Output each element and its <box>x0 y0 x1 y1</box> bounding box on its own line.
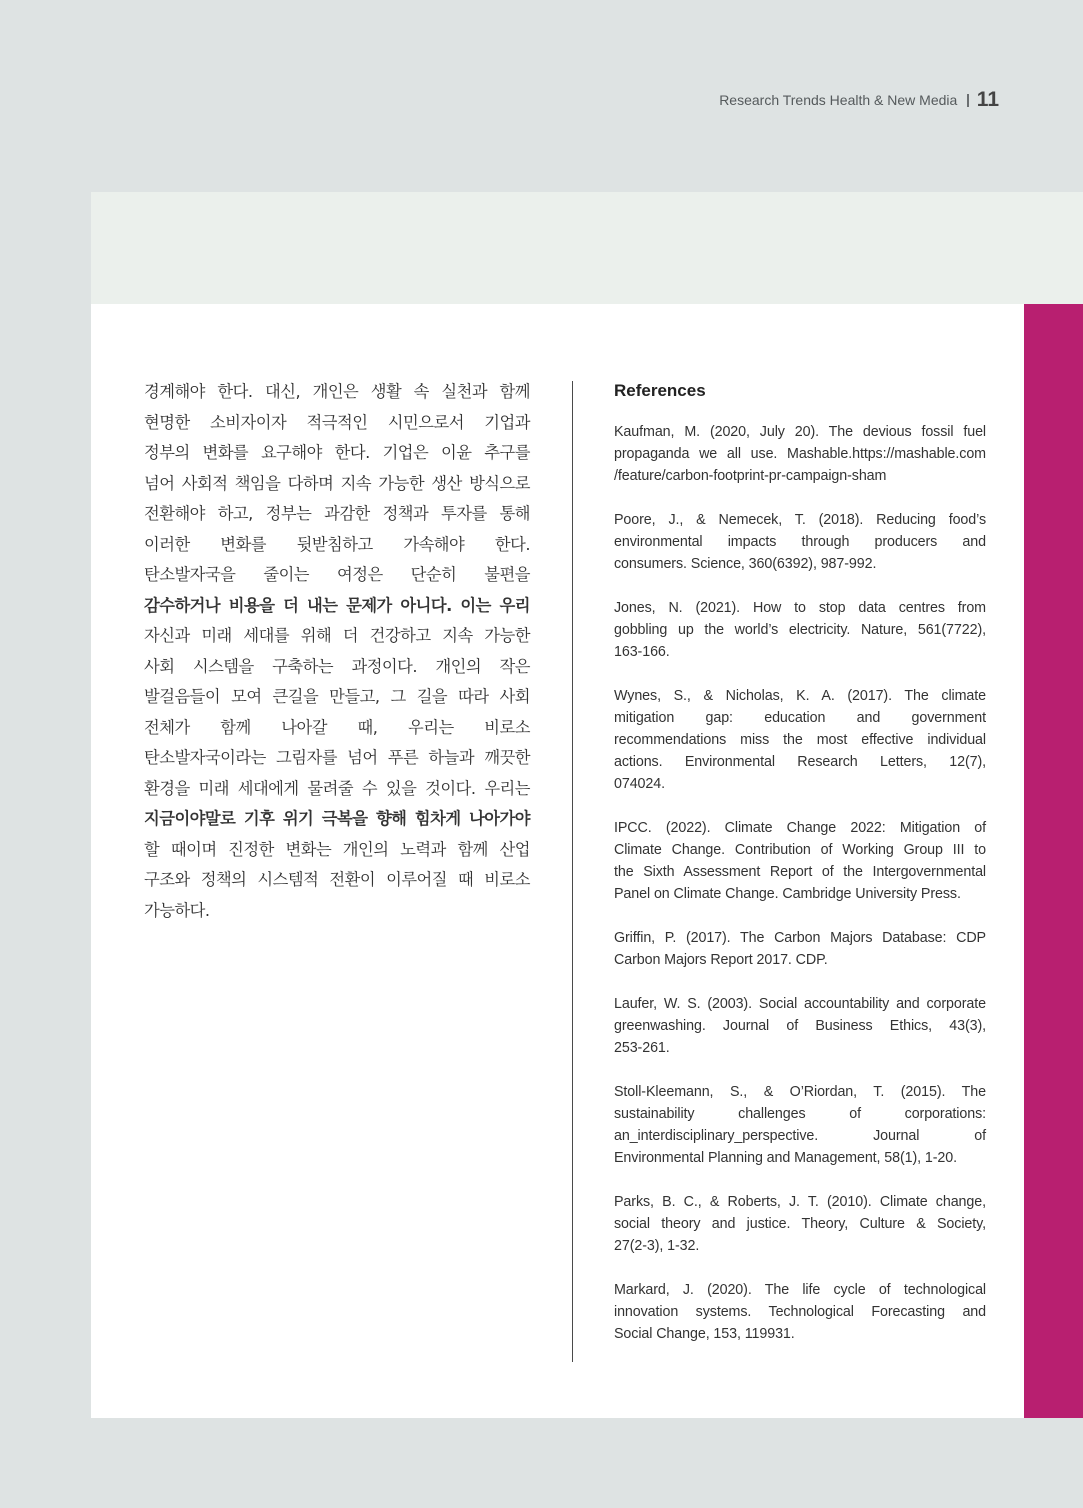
reference-line: Kaufman, M. (2020, July 20). The devious fossil fuel <box>614 424 986 440</box>
running-header <box>719 88 999 112</box>
body-line: 사회 시스템을 구축하는 과정이다. 개인의 작은 <box>144 656 530 676</box>
reference-entry <box>614 927 986 971</box>
references-section <box>614 380 986 1367</box>
reference-line: Social Change, 153, 119931. <box>614 1326 795 1342</box>
reference-entry <box>614 993 986 1059</box>
reference-entry <box>614 1279 986 1345</box>
reference-line: actions. Environmental Research Letters, 12(7), <box>614 754 986 770</box>
header-separator <box>967 94 969 107</box>
reference-line: mitigation gap: education and government <box>614 710 986 726</box>
body-line: 할 때이며 진정한 변화는 개인의 노력과 함께 산업 <box>144 839 530 859</box>
reference-line: environmental impacts through producers and <box>614 534 986 550</box>
reference-entry <box>614 685 986 795</box>
references-list <box>614 421 986 1345</box>
reference-line: an_interdisciplinary_perspective. Journal of <box>614 1128 986 1144</box>
reference-line: Panel on Climate Change. Cambridge University Press. <box>614 886 961 902</box>
reference-line: Carbon Majors Report 2017. CDP. <box>614 952 828 968</box>
reference-line: sustainability challenges of corporations: <box>614 1106 986 1122</box>
reference-line: Markard, J. (2020). The life cycle of technological <box>614 1282 986 1298</box>
reference-line: IPCC. (2022). Climate Change 2022: Mitigation of <box>614 820 986 836</box>
reference-line: Environmental Planning and Management, 58(1), 1-20. <box>614 1150 958 1166</box>
body-line: 전환해야 하고, 정부는 과감한 정책과 투자를 통해 <box>144 504 530 523</box>
reference-entry <box>614 421 986 487</box>
accent-bar <box>1024 304 1083 1418</box>
reference-line: consumers. Science, 360(6392), 987-992. <box>614 556 877 572</box>
body-line-bold: 지금이야말로 기후 위기 극복을 향해 힘차게 나아가야 <box>144 809 530 828</box>
body-line: 경계해야 한다. 대신, 개인은 생활 속 실천과 함께 <box>144 382 530 401</box>
reference-line: innovation systems. Technological Forecasting and <box>614 1304 986 1320</box>
reference-line: gobbling up the world’s electricity. Nature, 561(7722), <box>614 622 986 638</box>
reference-line: the Sixth Assessment Report of the Intergovernmental <box>614 864 986 880</box>
reference-line: Climate Change. Contribution of Working Group III to <box>614 842 986 858</box>
body-line: 자신과 미래 세대를 위해 더 건강하고 지속 가능한 <box>144 626 530 645</box>
reference-line: propaganda we all use. Mashable.https://mashable.com <box>614 446 986 462</box>
reference-line: Griffin, P. (2017). The Carbon Majors Database: CDP <box>614 930 986 946</box>
reference-entry <box>614 1081 986 1169</box>
body-line: 넘어 사회적 책임을 다하며 지속 가능한 생산 방식으로 <box>144 473 530 493</box>
body-line: 전체가 함께 나아갈 때, 우리는 비로소 <box>144 717 530 737</box>
reference-line: social theory and justice. Theory, Culture & Society, <box>614 1216 986 1232</box>
column-divider <box>572 381 573 1362</box>
body-line: 구조와 정책의 시스템적 전환이 이루어질 때 비로소 <box>144 870 530 889</box>
reference-line: 27(2-3), 1-32. <box>614 1238 700 1254</box>
reference-entry <box>614 817 986 905</box>
reference-entry <box>614 509 986 575</box>
reference-line: Poore, J., & Nemecek, T. (2018). Reducing food’s <box>614 512 986 528</box>
body-line: 가능하다. <box>144 900 210 920</box>
body-line: 현명한 소비자이자 적극적인 시민으로서 기업과 <box>144 412 530 432</box>
reference-entry <box>614 597 986 663</box>
body-line: 발걸음들이 모여 큰길을 만들고, 그 길을 따라 사회 <box>144 687 530 706</box>
reference-line: /feature/carbon-footprint-pr-campaign-sham <box>614 468 887 484</box>
reference-line: Stoll-Kleemann, S., & O’Riordan, T. (2015). The <box>614 1084 986 1100</box>
top-band <box>91 192 1083 304</box>
reference-line: 253-261. <box>614 1040 670 1056</box>
reference-line: Parks, B. C., & Roberts, J. T. (2010). Climate change, <box>614 1194 986 1210</box>
body-text <box>144 377 530 926</box>
reference-entry <box>614 1191 986 1257</box>
reference-line: Laufer, W. S. (2003). Social accountability and corporate <box>614 996 986 1012</box>
body-line: 환경을 미래 세대에게 물려줄 수 있을 것이다. 우리는 <box>144 778 530 798</box>
reference-line: Wynes, S., & Nicholas, K. A. (2017). The climate <box>614 688 986 704</box>
body-line-bold: 감수하거나 비용을 더 내는 문제가 아니다. 이는 우리 <box>144 595 530 615</box>
body-line: 정부의 변화를 요구해야 한다. 기업은 이윤 추구를 <box>144 443 530 462</box>
reference-line: greenwashing. Journal of Business Ethics, 43(3), <box>614 1018 986 1034</box>
body-line: 탄소발자국을 줄이는 여정은 단순히 불편을 <box>144 565 530 584</box>
reference-line: 074024. <box>614 776 665 792</box>
body-line: 탄소발자국이라는 그림자를 넘어 푸른 하늘과 깨끗한 <box>144 748 530 767</box>
body-line: 이러한 변화를 뒷받침하고 가속해야 한다. <box>144 534 530 554</box>
running-title: Research Trends Health & New Media <box>719 92 958 108</box>
reference-line: 163-166. <box>614 644 670 660</box>
reference-line: Jones, N. (2021). How to stop data centres from <box>614 600 986 616</box>
reference-line: recommendations miss the most effective individual <box>614 732 986 748</box>
references-title: References <box>614 381 706 400</box>
page-number: 11 <box>976 88 999 111</box>
